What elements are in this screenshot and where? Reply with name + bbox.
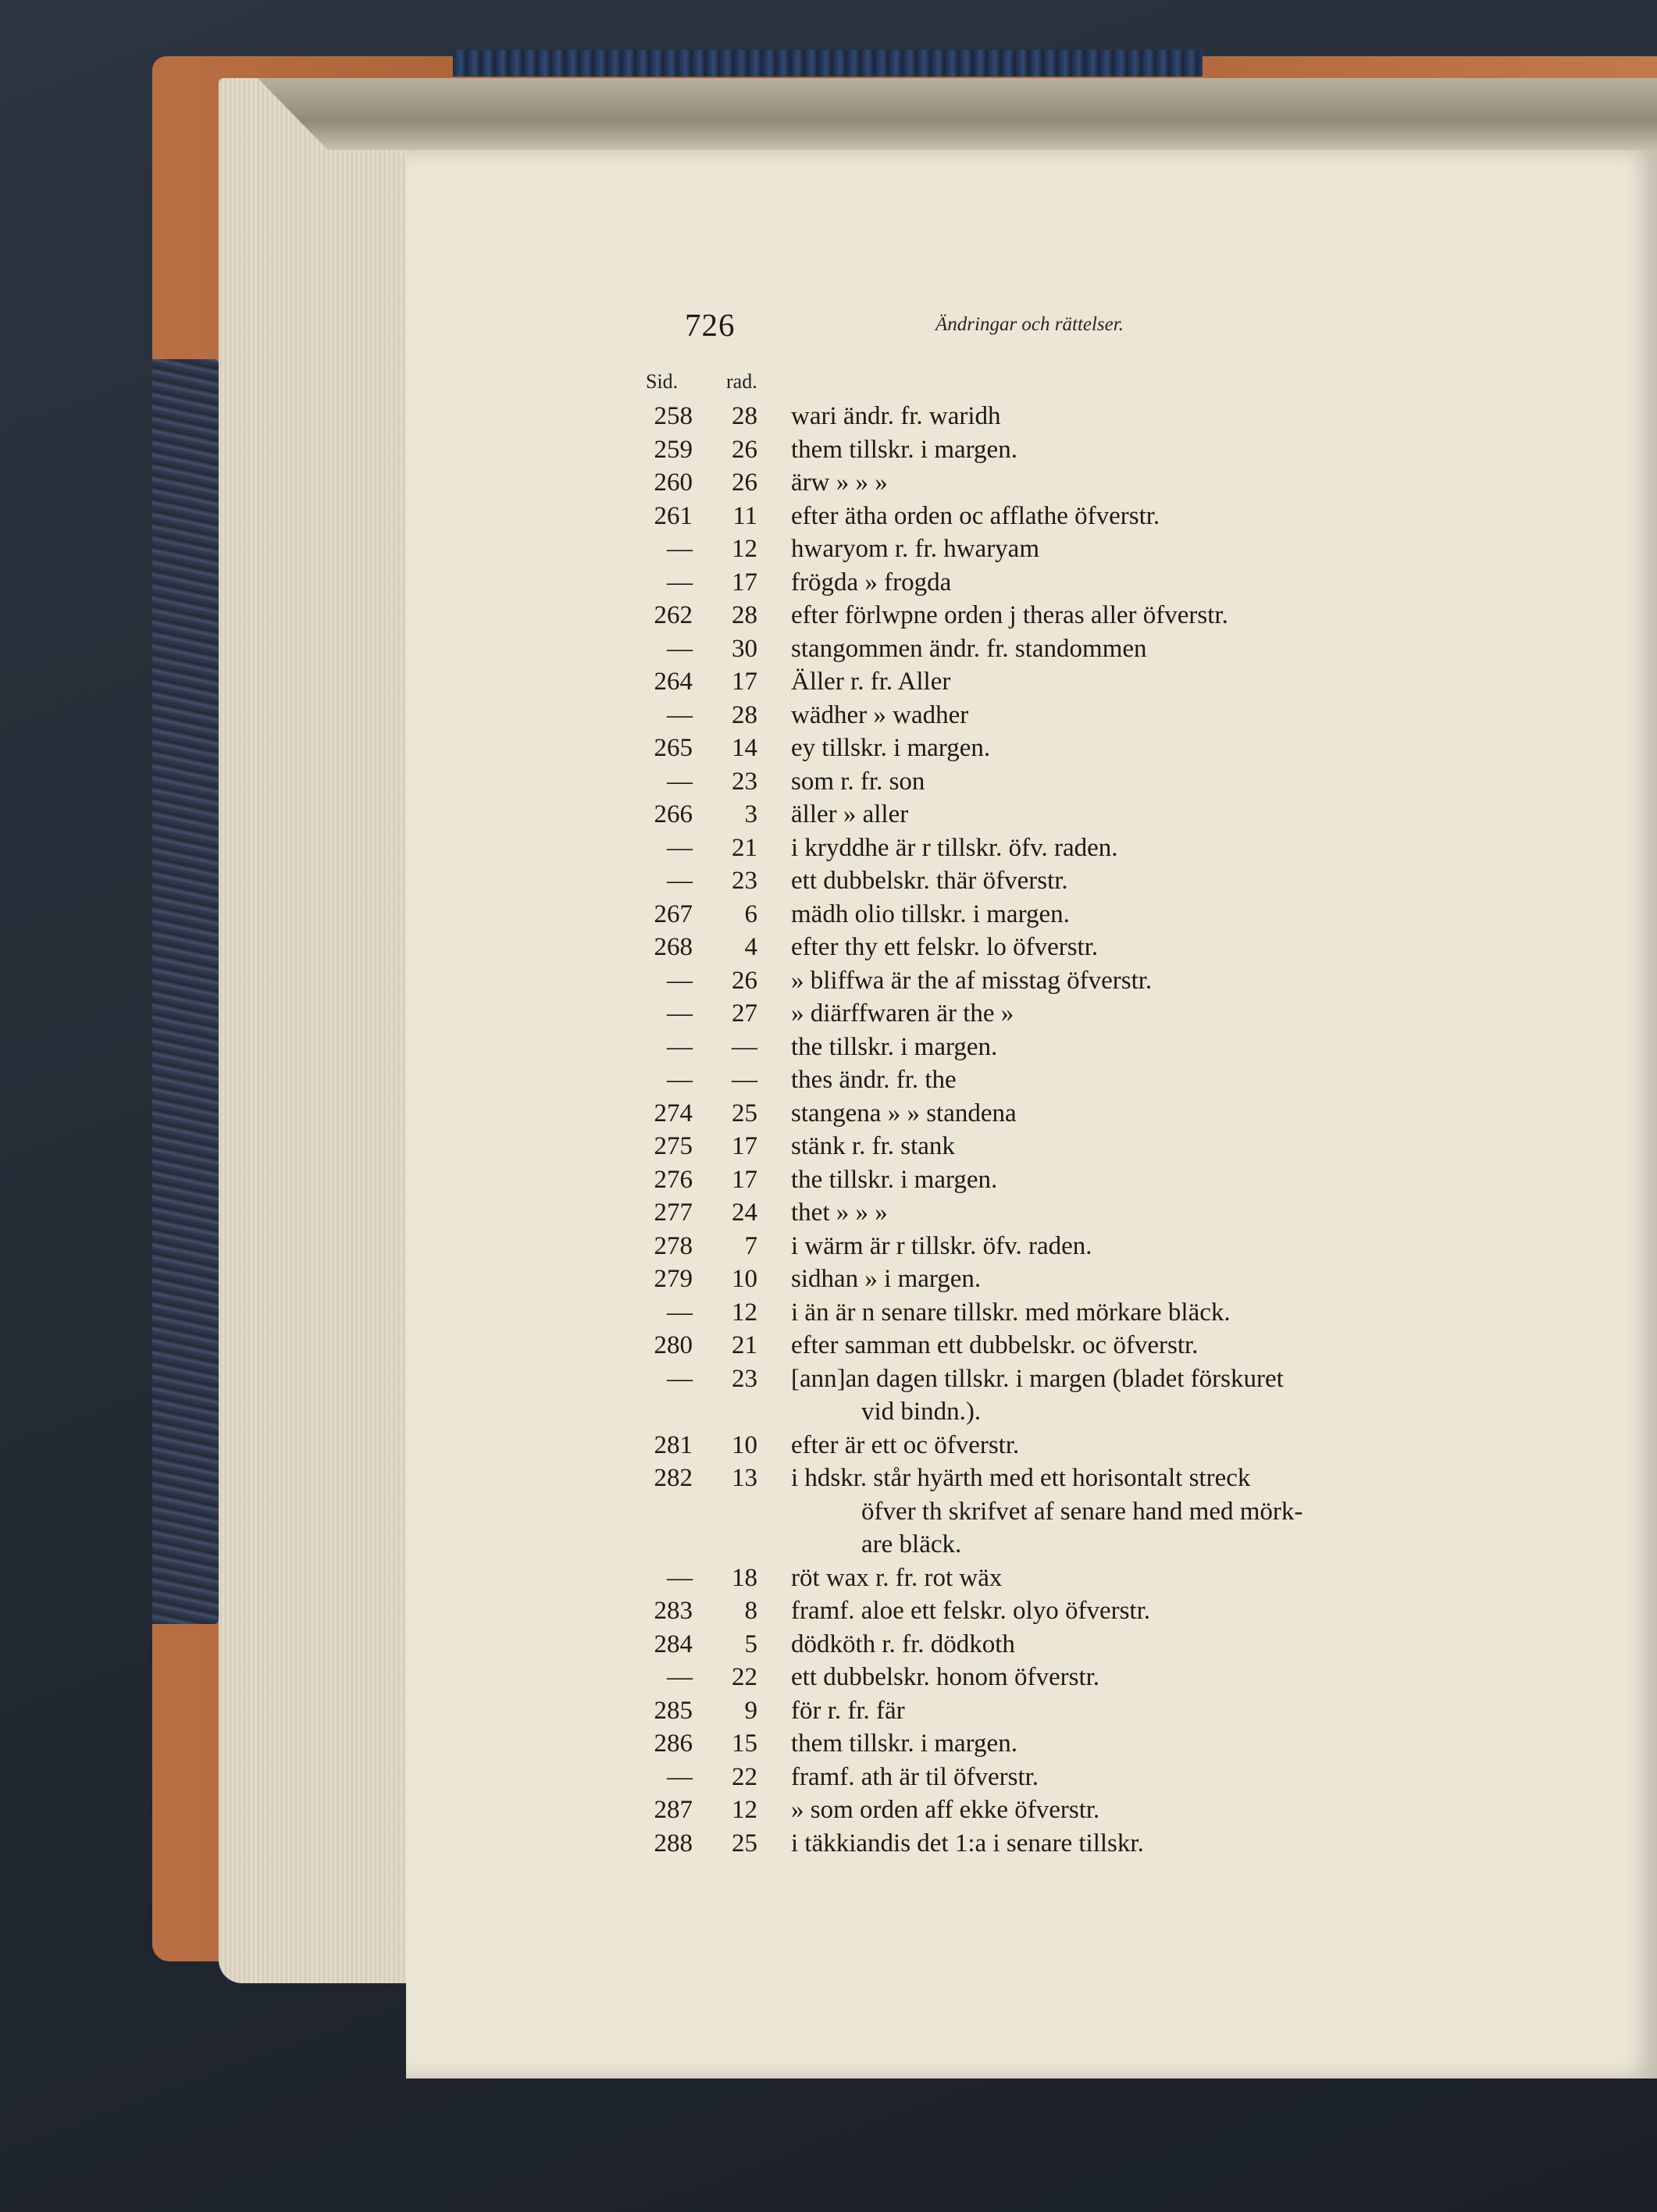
errata-line: 23 xyxy=(732,867,757,895)
errata-line: 26 xyxy=(732,435,757,464)
errata-row xyxy=(0,1331,1657,1365)
errata-line: 17 xyxy=(732,1132,757,1160)
errata-line: 5 xyxy=(744,1630,757,1658)
errata-text: » diärffwaren är the » xyxy=(791,999,1014,1028)
errata-text: i hdskr. står hyärth med ett horisontalt streck xyxy=(791,1464,1251,1492)
page-number: 726 xyxy=(685,307,736,343)
errata-text: som r. fr. son xyxy=(791,767,925,796)
errata-page: — xyxy=(667,700,693,729)
errata-line: 21 xyxy=(732,833,757,862)
errata-page: 281 xyxy=(654,1430,693,1459)
errata-row xyxy=(0,1564,1657,1598)
errata-row xyxy=(0,1132,1657,1166)
errata-line: 22 xyxy=(732,1663,757,1691)
errata-line: 30 xyxy=(732,634,757,663)
errata-line: 22 xyxy=(732,1762,757,1791)
errata-text: mädh olio tillskr. i margen. xyxy=(791,899,1070,928)
errata-row xyxy=(0,668,1657,701)
errata-page: 260 xyxy=(654,468,693,497)
errata-text: ett dubbelskr. thär öfverstr. xyxy=(791,867,1068,895)
errata-page: — xyxy=(667,1663,693,1691)
errata-row xyxy=(0,867,1657,900)
errata-page: — xyxy=(667,999,693,1028)
errata-row xyxy=(0,1763,1657,1797)
errata-page: — xyxy=(667,833,693,862)
errata-row xyxy=(0,1365,1657,1398)
errata-line: 23 xyxy=(732,1364,757,1393)
errata-line: 9 xyxy=(744,1696,757,1725)
errata-text: efter thy ett felskr. lo öfverstr. xyxy=(791,933,1099,961)
errata-line: 11 xyxy=(732,501,757,530)
errata-page: 276 xyxy=(654,1165,693,1194)
errata-page: 283 xyxy=(654,1597,693,1625)
errata-line: 26 xyxy=(732,966,757,995)
errata-page: — xyxy=(667,1762,693,1791)
errata-line: 28 xyxy=(732,700,757,729)
errata-row xyxy=(0,734,1657,768)
errata-line: 23 xyxy=(732,767,757,796)
errata-line: 17 xyxy=(732,668,757,696)
errata-row xyxy=(0,1697,1657,1730)
errata-row xyxy=(0,535,1657,568)
errata-text: stangena » » standena xyxy=(791,1099,1017,1127)
errata-text: ey tillskr. i margen. xyxy=(791,734,991,762)
errata-page: — xyxy=(667,767,693,796)
errata-row xyxy=(0,1663,1657,1697)
errata-row xyxy=(0,1066,1657,1099)
running-head: Ändringar och rättelser. xyxy=(935,314,1124,335)
errata-page: — xyxy=(667,1032,693,1061)
errata-row xyxy=(0,1829,1657,1863)
errata-page: 264 xyxy=(654,668,693,696)
errata-text: are bläck. xyxy=(861,1530,962,1558)
errata-page: 267 xyxy=(654,899,693,928)
errata-line: 21 xyxy=(732,1331,757,1359)
errata-text: hwaryom r. fr. hwaryam xyxy=(791,535,1039,563)
errata-row xyxy=(0,635,1657,668)
errata-text: them tillskr. i margen. xyxy=(791,1729,1017,1758)
errata-line: 7 xyxy=(744,1231,757,1260)
column-header-rad: rad. xyxy=(726,370,757,393)
errata-row xyxy=(0,834,1657,867)
errata-row xyxy=(0,1796,1657,1829)
errata-text: wädher » wadher xyxy=(791,700,969,729)
errata-row xyxy=(0,502,1657,536)
book-top-cloth xyxy=(453,50,1203,77)
errata-page: 262 xyxy=(654,601,693,629)
errata-page: 288 xyxy=(654,1829,693,1858)
errata-line: 17 xyxy=(732,568,757,597)
errata-text: i än är n senare tillskr. med mörkare bläck. xyxy=(791,1298,1231,1327)
errata-text: framf. ath är til öfverstr. xyxy=(791,1762,1039,1791)
errata-page: — xyxy=(667,535,693,563)
errata-line: 26 xyxy=(732,468,757,497)
errata-row xyxy=(0,601,1657,635)
errata-line: 28 xyxy=(732,601,757,629)
errata-page: 285 xyxy=(654,1696,693,1725)
errata-page: 258 xyxy=(654,402,693,430)
errata-text: stangommen ändr. fr. standommen xyxy=(791,634,1147,663)
errata-line: 24 xyxy=(732,1199,757,1227)
errata-text: efter är ett oc öfverstr. xyxy=(791,1430,1020,1459)
errata-row xyxy=(0,468,1657,502)
errata-page: — xyxy=(667,867,693,895)
errata-row xyxy=(0,1232,1657,1266)
errata-line: 8 xyxy=(744,1597,757,1625)
errata-page: 274 xyxy=(654,1099,693,1127)
errata-row xyxy=(0,1033,1657,1067)
errata-text: för r. fr. fär xyxy=(791,1696,905,1725)
errata-text: äller » aller xyxy=(791,800,909,828)
errata-page: 278 xyxy=(654,1231,693,1260)
errata-row xyxy=(0,1431,1657,1465)
errata-line: 6 xyxy=(744,899,757,928)
errata-row xyxy=(0,1630,1657,1664)
errata-text: öfver th skrifvet af senare hand med mörk- xyxy=(861,1497,1303,1526)
errata-row xyxy=(0,1398,1657,1431)
errata-page: — xyxy=(667,568,693,597)
errata-row xyxy=(0,967,1657,1000)
errata-text: efter ätha orden oc afflathe öfverstr. xyxy=(791,501,1160,530)
errata-text: » som orden aff ekke öfverstr. xyxy=(791,1796,1100,1824)
errata-text: stänk r. fr. stank xyxy=(791,1132,955,1160)
errata-page: 279 xyxy=(654,1265,693,1293)
errata-text: framf. aloe ett felskr. olyo öfverstr. xyxy=(791,1597,1151,1625)
errata-line: 10 xyxy=(732,1430,757,1459)
errata-page: 282 xyxy=(654,1464,693,1492)
errata-text: ärw » » » xyxy=(791,468,888,497)
errata-text: them tillskr. i margen. xyxy=(791,435,1017,464)
errata-text: dödköth r. fr. dödkoth xyxy=(791,1630,1015,1658)
errata-page: 275 xyxy=(654,1132,693,1160)
errata-text: vid bindn.). xyxy=(861,1398,982,1426)
errata-row xyxy=(0,402,1657,436)
errata-text: the tillskr. i margen. xyxy=(791,1032,998,1061)
page-top-edge xyxy=(258,78,1657,150)
errata-line: 12 xyxy=(732,1298,757,1327)
errata-row xyxy=(0,1265,1657,1298)
errata-text: thes ändr. fr. the xyxy=(791,1066,957,1094)
column-header-sid: Sid. xyxy=(646,370,679,393)
errata-line: 17 xyxy=(732,1165,757,1194)
errata-text: efter förlwpne orden j theras aller öfverstr. xyxy=(791,601,1228,629)
errata-row xyxy=(0,701,1657,735)
errata-text: i kryddhe är r tillskr. öfv. raden. xyxy=(791,833,1118,862)
errata-row xyxy=(0,768,1657,801)
errata-row xyxy=(0,1464,1657,1498)
errata-row xyxy=(0,1298,1657,1332)
errata-line: 10 xyxy=(732,1265,757,1293)
errata-line: — xyxy=(732,1032,757,1061)
errata-page: 284 xyxy=(654,1630,693,1658)
errata-row xyxy=(0,568,1657,602)
errata-page: 266 xyxy=(654,800,693,828)
errata-text: [ann]an dagen tillskr. i margen (bladet förskuret xyxy=(791,1364,1284,1393)
errata-text: » bliffwa är the af misstag öfverstr. xyxy=(791,966,1153,995)
errata-row xyxy=(0,800,1657,834)
errata-page: 268 xyxy=(654,933,693,961)
errata-page: 259 xyxy=(654,435,693,464)
errata-text: thet » » » xyxy=(791,1199,888,1227)
errata-line: 12 xyxy=(732,1796,757,1824)
errata-line: 3 xyxy=(744,800,757,828)
errata-text: the tillskr. i margen. xyxy=(791,1165,998,1194)
errata-line: 12 xyxy=(732,535,757,563)
errata-text: Äller r. fr. Aller xyxy=(791,668,951,696)
errata-row xyxy=(0,1530,1657,1564)
errata-page: — xyxy=(667,634,693,663)
errata-line: — xyxy=(732,1066,757,1094)
errata-row xyxy=(0,1099,1657,1133)
errata-line: 14 xyxy=(732,734,757,762)
errata-page: 287 xyxy=(654,1796,693,1824)
errata-page: — xyxy=(667,1563,693,1592)
errata-page: 265 xyxy=(654,734,693,762)
errata-row xyxy=(0,933,1657,967)
errata-page: 261 xyxy=(654,501,693,530)
errata-text: röt wax r. fr. rot wäx xyxy=(791,1563,1003,1592)
errata-text: sidhan » i margen. xyxy=(791,1265,982,1293)
errata-row xyxy=(0,900,1657,934)
errata-text: efter samman ett dubbelskr. oc öfverstr. xyxy=(791,1331,1199,1359)
errata-page: — xyxy=(667,966,693,995)
errata-list xyxy=(0,402,1657,1862)
errata-row xyxy=(0,1498,1657,1531)
errata-page: 277 xyxy=(654,1199,693,1227)
errata-page: 286 xyxy=(654,1729,693,1758)
errata-text: ett dubbelskr. honom öfverstr. xyxy=(791,1663,1100,1691)
errata-line: 28 xyxy=(732,402,757,430)
errata-line: 27 xyxy=(732,999,757,1028)
errata-text: i täkkiandis det 1:a i senare tillskr. xyxy=(791,1829,1144,1858)
errata-page: — xyxy=(667,1298,693,1327)
errata-text: frögda » frogda xyxy=(791,568,952,597)
errata-text: i wärm är r tillskr. öfv. raden. xyxy=(791,1231,1092,1260)
errata-row xyxy=(0,1597,1657,1630)
errata-line: 13 xyxy=(732,1464,757,1492)
errata-line: 15 xyxy=(732,1729,757,1758)
errata-line: 25 xyxy=(732,1829,757,1858)
errata-line: 18 xyxy=(732,1563,757,1592)
errata-row xyxy=(0,999,1657,1033)
errata-row xyxy=(0,1166,1657,1199)
errata-page: 280 xyxy=(654,1331,693,1359)
errata-row xyxy=(0,436,1657,469)
errata-page: — xyxy=(667,1066,693,1094)
errata-line: 25 xyxy=(732,1099,757,1127)
errata-row xyxy=(0,1729,1657,1763)
errata-text: wari ändr. fr. waridh xyxy=(791,402,1001,430)
errata-page: — xyxy=(667,1364,693,1393)
errata-row xyxy=(0,1199,1657,1232)
errata-line: 4 xyxy=(744,933,757,961)
